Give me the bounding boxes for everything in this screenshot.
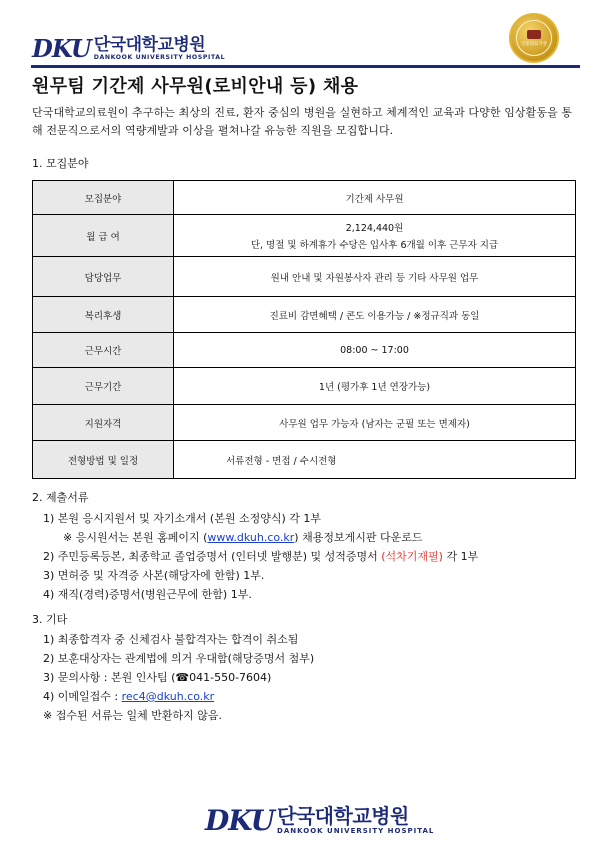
row-value: 원내 안내 및 자원봉사자 관리 등 기타 사무원 업무: [174, 257, 576, 297]
list-item: [43, 547, 583, 566]
book-icon: [527, 30, 541, 39]
list-item: 2) 보훈대상자는 관계법에 의거 우대함(해당증명서 첨부): [43, 652, 315, 665]
table-row: [33, 257, 576, 297]
list-item: [43, 687, 583, 706]
table-row: [33, 368, 576, 405]
section-heading-etc: 3. 기타: [32, 613, 68, 626]
row-value-salary: [174, 215, 576, 257]
table-row: [33, 333, 576, 368]
row-label: 지원자격: [33, 405, 174, 441]
page-title: 원무팀 기간제 사무원(로비안내 등) 채용: [32, 76, 359, 97]
list-item: 3) 면허증 및 자격증 사본(해당자에 한함) 1부.: [43, 569, 265, 582]
salary-amount: 2,124,440원: [345, 223, 404, 234]
logo-korean-name: 단국대학교병원: [277, 804, 409, 828]
row-value: 진료비 감면혜택 / 콘도 이용가능 / ※정규직과 동일: [174, 297, 576, 333]
rank-required-note: (석차기재필): [381, 550, 443, 563]
row-value: 기간제 사무원: [174, 181, 576, 215]
recruitment-table: [32, 180, 576, 479]
list-item-note: ※ 접수된 서류는 일체 반환하지 않음.: [43, 709, 222, 722]
footer-hospital-logo: [205, 803, 435, 837]
salary-note: 단, 명절 및 하계휴가 수당은 입사후 6개월 이후 근무자 지급: [250, 240, 499, 251]
item-text: 4) 이메일접수 :: [43, 690, 122, 703]
dku-logo-mark: DKU: [205, 803, 275, 837]
table-row: [33, 181, 576, 215]
header-divider: [31, 65, 580, 68]
logo-english-name: DANKOOK UNIVERSITY HOSPITAL: [93, 54, 226, 61]
intro-paragraph: 단국대학교의료원이 추구하는 최상의 진료, 환자 중심의 병원을 실현하고 체계적인 교육과 다양한 임상활동을 통해 전문직으로서의 역량계발과 이상을 펼쳐나갈 유능한 직원을 모집합니다.: [32, 106, 573, 137]
dku-logo-mark: DKU: [32, 34, 91, 63]
row-value: 08:00 ~ 17:00: [174, 333, 576, 368]
logo-korean-name: 단국대학교병원: [93, 35, 206, 55]
badge-text: 인증의료기관: [520, 41, 548, 47]
hospital-logo: [32, 36, 225, 62]
logo-english-name: DANKOOK UNIVERSITY HOSPITAL: [277, 827, 435, 835]
row-label: 모집분야: [33, 181, 174, 215]
row-value: 서류전형 - 면접 / 수시전형: [174, 441, 576, 479]
table-row: [33, 297, 576, 333]
note-text: ※ 응시원서는 본원 홈페이지 (: [63, 531, 208, 544]
note-text: ) 채용정보게시판 다운로드: [294, 531, 423, 544]
homepage-link[interactable]: www.dkuh.co.kr: [207, 531, 295, 544]
row-label: 근무시간: [33, 333, 174, 368]
email-link[interactable]: rec4@dkuh.co.kr: [121, 690, 215, 703]
row-label: 근무기간: [33, 368, 174, 405]
row-label: 담당업무: [33, 257, 174, 297]
documents-list: [43, 509, 583, 604]
etc-list: [43, 630, 583, 725]
table-row: [33, 215, 576, 257]
row-label: 전형방법 및 일정: [33, 441, 174, 479]
row-label: 복리후생: [33, 297, 174, 333]
list-item: 1) 최종합격자 중 신체검사 불합격자는 합격이 취소됨: [43, 633, 299, 646]
row-value: 1년 (평가후 1년 연장가능): [174, 368, 576, 405]
accreditation-badge-icon: [509, 13, 559, 63]
item-text: 2) 주민등록등본, 최종학교 졸업증명서 (인터넷 발행분) 및 성적증명서: [43, 550, 382, 563]
list-item: 3) 문의사항 : 본원 인사팀 (☎041-550-7604): [43, 671, 272, 684]
list-item: 1) 본원 응시지원서 및 자기소개서 (본원 소정양식) 각 1부: [43, 512, 321, 525]
row-label: 월 급 여: [33, 215, 174, 257]
row-value: 사무원 업무 가능자 (남자는 군필 또는 면제자): [174, 405, 576, 441]
table-row: [33, 405, 576, 441]
table-row: [33, 441, 576, 479]
item-text: 각 1부: [442, 550, 479, 563]
list-item: 4) 재직(경력)증명서(병원근무에 한함) 1부.: [43, 588, 252, 601]
list-item-note: [43, 528, 583, 547]
section-heading-documents: 2. 제출서류: [32, 491, 89, 504]
section-heading-recruitment: 1. 모집분야: [32, 157, 89, 170]
